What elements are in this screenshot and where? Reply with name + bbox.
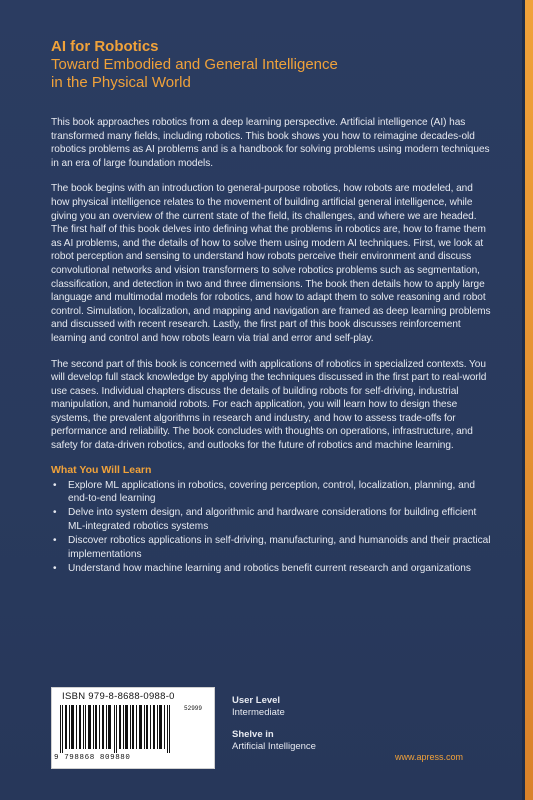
list-item-text: Discover robotics applications in self-driving, manufacturing, and humanoids and their practical implementations	[68, 535, 491, 560]
description-paragraph-2: The book begins with an introduction to general-purpose robotics, how robots are modeled, and how physical intelligence relates to the movement of building artificial general intelligence, while giving you an overview of the current state of the field, its challenges, and where we are headed. The first half of this book delves into defining what the problems in robotics are, how to frame them as AI problems, and the details of how to solve them using modern AI techniques. First, we look at robot perception and sensing to understand how robots perceive their environment and discuss convolutional networks and vision transformers to solve robotics problems such as segmentation, classification, and detection in two and three dimensions. The book then details how to apply large language and multimodal models for robotics, and how to adapt them to solve reasoning and robot control. Simulation, localization, and mapping and navigation are framed as deep learning problems and discussed with recent research. Lastly, the first part of this book discusses reinforcement learning and control and how robots learn via trial and error and self-play.	[51, 183, 491, 344]
spine-edge	[525, 0, 533, 800]
user-level-value: Intermediate	[232, 707, 285, 718]
shelving-info	[232, 695, 316, 753]
learn-heading: What You Will Learn	[51, 463, 152, 476]
isbn-text: ISBN 979-8-8688-0988-0	[62, 691, 175, 702]
user-level-label: User Level	[232, 695, 281, 706]
cover-text	[51, 38, 491, 577]
bullet-icon: •	[53, 535, 57, 547]
book-title: AI for Robotics	[51, 38, 159, 55]
description-paragraph-3: The second part of this book is concerned with applications of robotics in specialized contexts. You will develop full stack knowledge by applying the techniques discussed in the first part to real-world use cases. Individual chapters discuss the details of building robots for self-driving, industrial manipulation, and humanoid robots. For each application, you will learn how to design these systems, the prevalent algorithms in research and industry, and how to assess trade-offs for performance and reliability. The book concludes with thoughts on operations, infrastructure, and safety for data-driven robotics, and outlooks for the future of robotics and machine learning.	[51, 358, 487, 452]
list-item-text: Understand how machine learning and robotics benefit current research and organizations	[68, 563, 471, 575]
learn-list	[51, 479, 491, 576]
list-item	[51, 479, 491, 506]
list-item	[51, 506, 491, 533]
list-item-text: Delve into system design, and algorithmic and hardware considerations for building efficient ML-integrated robotics systems	[68, 507, 477, 532]
list-item-text: Explore ML applications in robotics, covering perception, control, localization, planning, and end-to-end learning	[68, 479, 475, 505]
barcode-icon	[58, 705, 178, 753]
book-subtitle-line2: in the Physical World	[51, 74, 191, 91]
list-item	[51, 534, 491, 561]
barcode-number: 9 798868 809880	[54, 754, 131, 762]
publisher-url: www.apress.com	[394, 752, 463, 762]
shelve-label: Shelve in	[232, 729, 274, 740]
shelve-value: Artificial Intelligence	[232, 741, 316, 752]
description-paragraph-1: This book approaches robotics from a deep learning perspective. Artificial intelligence (AI) has transformed many fields, including robotics. This book shows you how to reimagine decades-old robotics problems as AI problems and is a handbook for solving problems using modern techniques in an era of large foundation models.	[51, 117, 490, 169]
list-item	[51, 562, 491, 575]
bullet-icon: •	[53, 479, 57, 491]
bullet-icon: •	[53, 563, 57, 575]
bullet-icon: •	[53, 507, 57, 519]
book-subtitle-line1: Toward Embodied and General Intelligence	[51, 56, 338, 73]
barcode-box	[51, 687, 215, 769]
price-code: 52999	[184, 705, 203, 712]
